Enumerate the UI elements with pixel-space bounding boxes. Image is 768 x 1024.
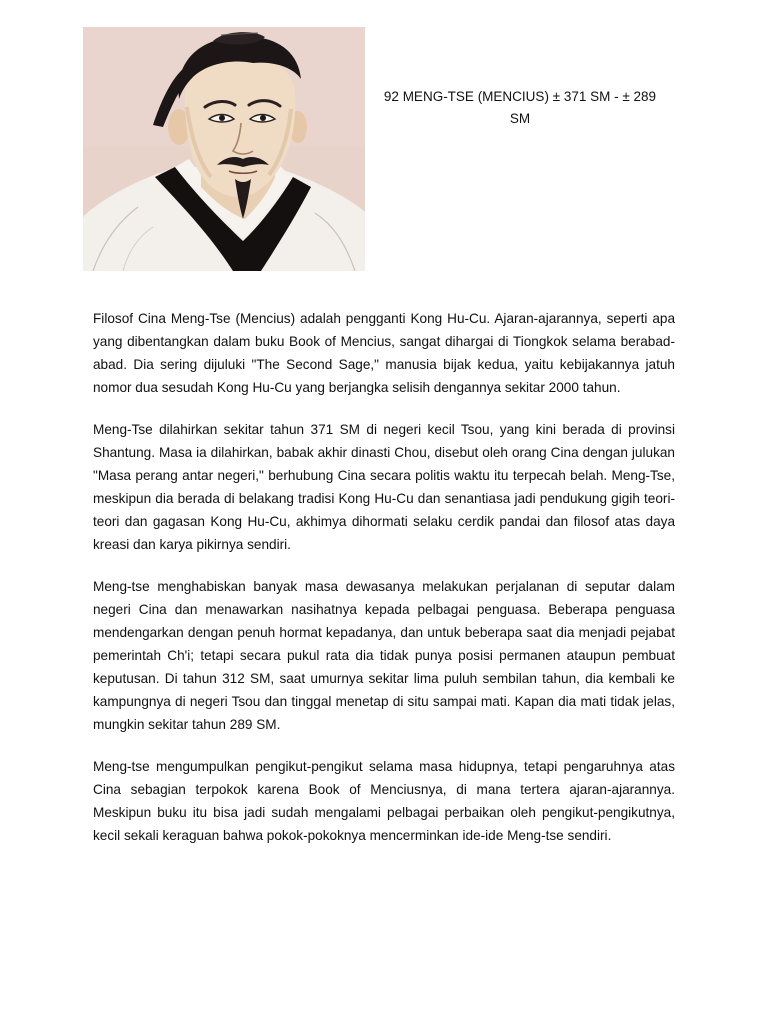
portrait-illustration: [83, 27, 365, 271]
article-body: [93, 307, 675, 866]
article-heading: [372, 86, 668, 130]
heading-line-1: 92 MENG-TSE (MENCIUS) ± 371 SM - ± 289: [383, 89, 657, 104]
paragraph-3: Meng-tse menghabiskan banyak masa dewasanya melakukan perjalanan di seputar dalam negeri Cina dan menawarkan nasihatnya kepada pelbagai penguasa. Beberapa penguasa mendengarkan dengan penuh hormat kepadanya, dan untuk beberapa saat dia menjadi pejabat pemerintah Ch'i; tetapi secara pukul rata dia tidak punya posisi permanen ataupun pembuat keputusan. Di tahun 312 SM, saat umurnya sekitar lima puluh sembilan tahun, dia kembali ke kampungnya di negeri Tsou dan tinggal menetap di situ sampai mati. Kapan dia mati tidak jelas, mungkin sekitar tahun 289 SM.: [93, 579, 675, 732]
paragraph-4: Meng-tse mengumpulkan pengikut-pengikut selama masa hidupnya, tetapi pengaruhnya atas Cina sebagian terpokok karena Book of Menciusnya, di mana tertera ajaran-ajarannya. Meskipun buku itu bisa jadi sudah mengalami pelbagai perbaikan oleh pengikut-pengikutnya, kecil sekali keraguan bahwa pokok-pokoknya mencerminkan ide-ide Meng-tse sendiri.: [93, 759, 675, 843]
portrait-image: [83, 27, 365, 271]
paragraph-1: Filosof Cina Meng-Tse (Mencius) adalah pengganti Kong Hu-Cu. Ajaran-ajarannya, seperti apa yang dibentangkan dalam buku Book of Mencius, sangat dihargai di Tiongkok selama berabad-abad. Dia sering dijuluki "The Second Sage," manusia bijak kedua, yaitu kebijakannya jatuh nomor dua sesudah Kong Hu-Cu yang berjangka selisih dengannya sekitar 2000 tahun.: [93, 311, 675, 395]
paragraph-2: Meng-Tse dilahirkan sekitar tahun 371 SM di negeri kecil Tsou, yang kini berada di provinsi Shantung. Masa ia dilahirkan, babak akhir dinasti Chou, disebut oleh orang Cina dengan julukan "Masa perang antar negeri," berhubung Cina secara politis waktu itu terpecah belah. Meng-Tse, meskipun dia berada di belakang tradisi Kong Hu-Cu dan senantiasa jadi pendukung gigih teori-teori dan gagasan Kong Hu-Cu, akhimya dihormati selaku cerdik pandai dan filosof atas daya kreasi dan karya pikirnya sendiri.: [93, 422, 675, 552]
heading-line-2: SM: [509, 111, 531, 126]
